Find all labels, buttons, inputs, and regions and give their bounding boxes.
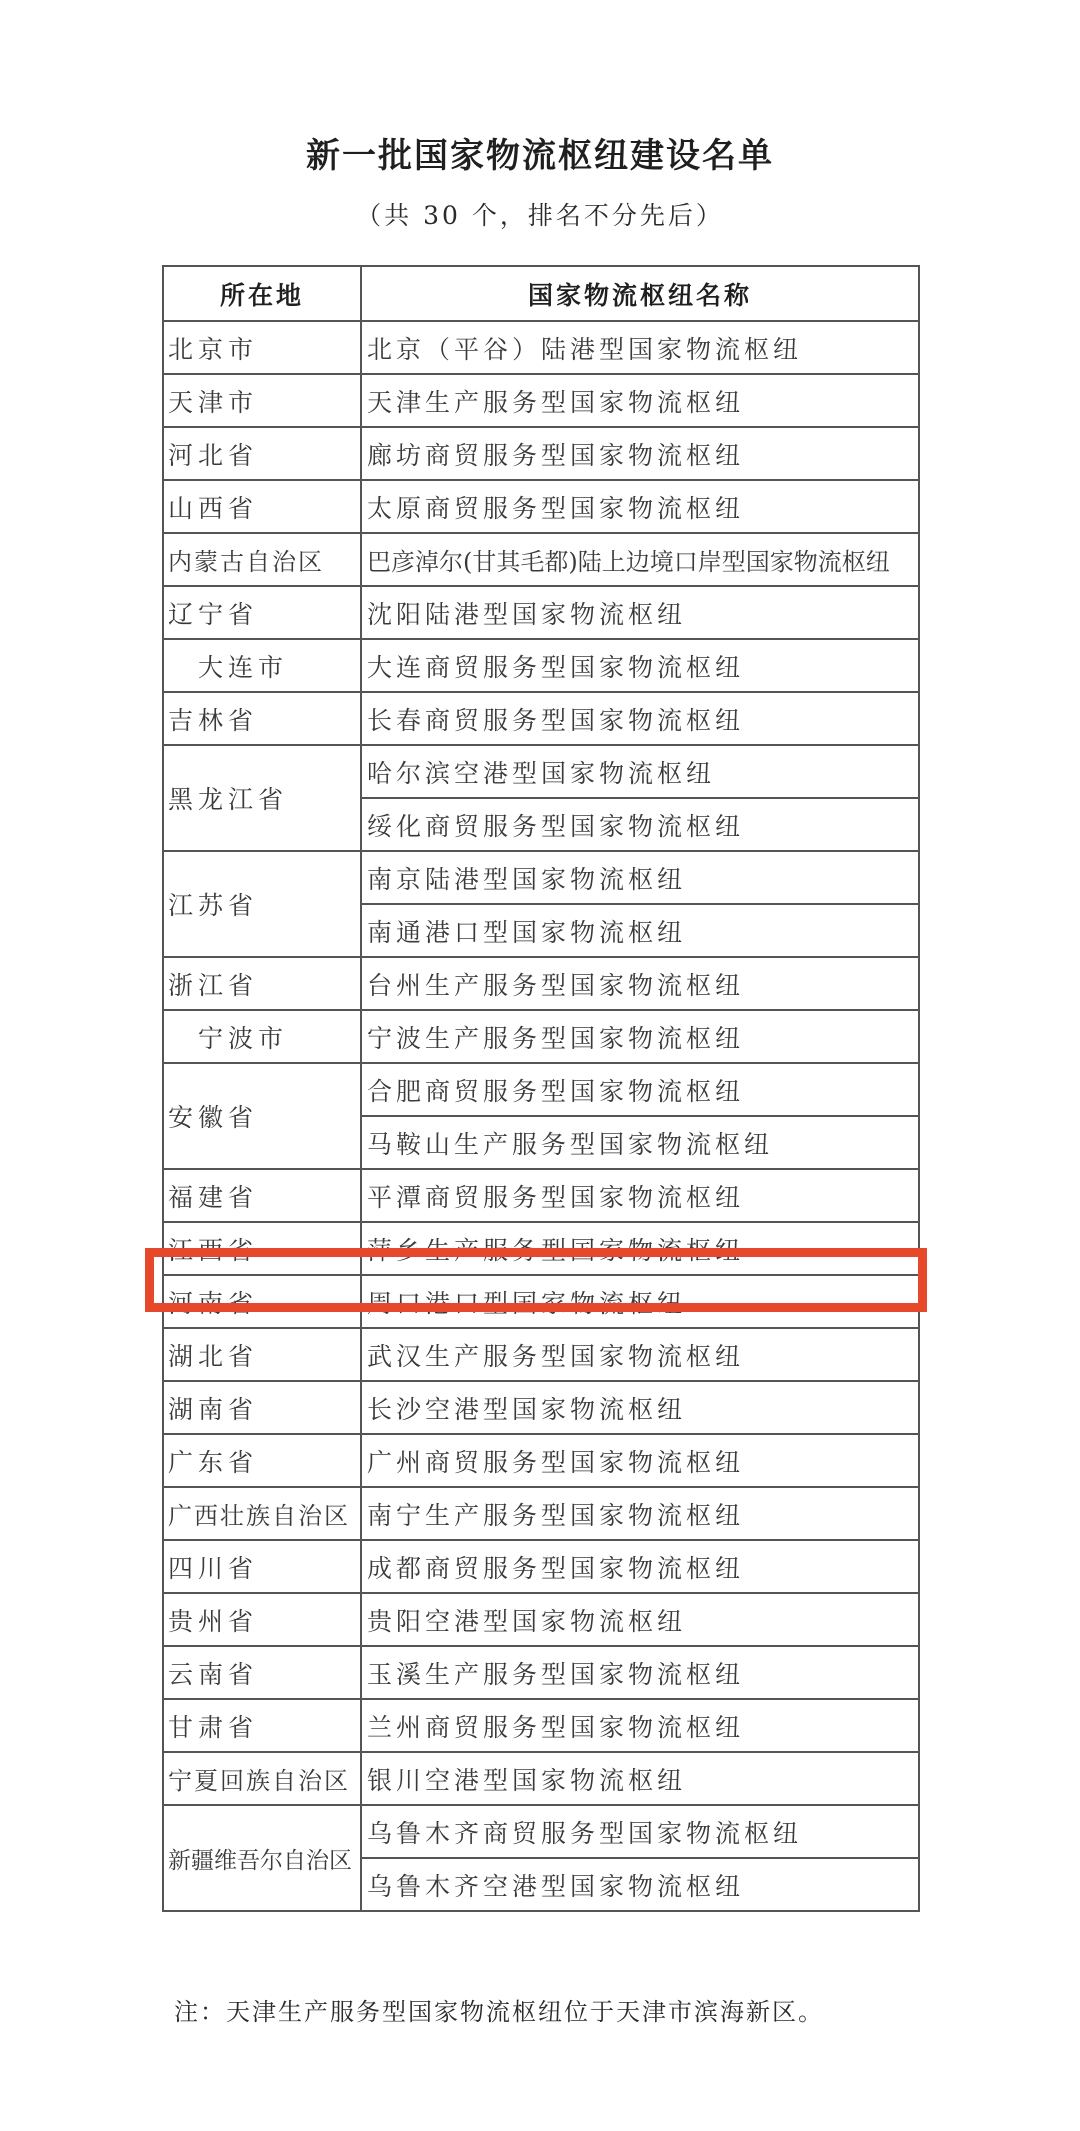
location-cell: 福建省: [163, 1169, 361, 1222]
location-cell: 四川省: [163, 1540, 361, 1593]
document-subtitle: （共 30 个，排名不分先后）: [356, 201, 724, 230]
hub-cell: 哈尔滨空港型国家物流枢纽: [361, 745, 919, 798]
table-row: [163, 321, 919, 374]
location-cell: 湖北省: [163, 1328, 361, 1381]
location-cell: 湖南省: [163, 1381, 361, 1434]
hub-cell: 天津生产服务型国家物流枢纽: [361, 374, 919, 427]
location-cell: 山西省: [163, 480, 361, 533]
table-row: [163, 533, 919, 586]
table-row: [163, 1487, 919, 1540]
table-row: [163, 586, 919, 639]
hub-cell: 合肥商贸服务型国家物流枢纽: [361, 1063, 919, 1116]
table-row: [163, 480, 919, 533]
location-cell: 宁波市: [163, 1010, 361, 1063]
table-row: [163, 1275, 919, 1328]
table-row: [163, 1805, 919, 1858]
hub-cell: 平潭商贸服务型国家物流枢纽: [361, 1169, 919, 1222]
hub-cell: 南通港口型国家物流枢纽: [361, 904, 919, 957]
hub-cell: 南京陆港型国家物流枢纽: [361, 851, 919, 904]
location-cell: 新疆维吾尔自治区: [163, 1805, 361, 1911]
table-row: [163, 851, 919, 904]
header-location: 所在地: [163, 266, 361, 321]
hub-cell: 乌鲁木齐商贸服务型国家物流枢纽: [361, 1805, 919, 1858]
hub-cell: 宁波生产服务型国家物流枢纽: [361, 1010, 919, 1063]
table-row: [163, 1010, 919, 1063]
hub-cell: 马鞍山生产服务型国家物流枢纽: [361, 1116, 919, 1169]
hub-cell: 北京（平谷）陆港型国家物流枢纽: [361, 321, 919, 374]
hub-cell: 周口港口型国家物流枢纽: [361, 1275, 919, 1328]
location-cell: 浙江省: [163, 957, 361, 1010]
location-cell: 内蒙古自治区: [163, 533, 361, 586]
hub-cell: 长沙空港型国家物流枢纽: [361, 1381, 919, 1434]
hub-cell: 武汉生产服务型国家物流枢纽: [361, 1328, 919, 1381]
table-row: [163, 1752, 919, 1805]
table-row: [163, 692, 919, 745]
hub-list-table: [162, 265, 920, 1912]
location-cell: 安徽省: [163, 1063, 361, 1169]
table-row: [163, 639, 919, 692]
hub-cell: 银川空港型国家物流枢纽: [361, 1752, 919, 1805]
location-cell: 江西省: [163, 1222, 361, 1275]
location-cell: 辽宁省: [163, 586, 361, 639]
location-cell: 北京市: [163, 321, 361, 374]
location-cell: 甘肃省: [163, 1699, 361, 1752]
table-row: [163, 1328, 919, 1381]
table-row: [163, 1434, 919, 1487]
location-cell: 广东省: [163, 1434, 361, 1487]
header-hub-name: 国家物流枢纽名称: [361, 266, 919, 321]
location-cell: 吉林省: [163, 692, 361, 745]
location-cell: 黑龙江省: [163, 745, 361, 851]
location-cell: 河南省: [163, 1275, 361, 1328]
hub-cell: 廊坊商贸服务型国家物流枢纽: [361, 427, 919, 480]
hub-cell: 广州商贸服务型国家物流枢纽: [361, 1434, 919, 1487]
hub-cell: 台州生产服务型国家物流枢纽: [361, 957, 919, 1010]
location-cell: 宁夏回族自治区: [163, 1752, 361, 1805]
table-row: [163, 1169, 919, 1222]
table-row: [163, 957, 919, 1010]
table-row: [163, 1540, 919, 1593]
hub-cell: 萍乡生产服务型国家物流枢纽: [361, 1222, 919, 1275]
hub-cell: 玉溪生产服务型国家物流枢纽: [361, 1646, 919, 1699]
hub-cell: 兰州商贸服务型国家物流枢纽: [361, 1699, 919, 1752]
table-row: [163, 1063, 919, 1116]
location-cell: 广西壮族自治区: [163, 1487, 361, 1540]
table-row: [163, 1593, 919, 1646]
location-cell: 河北省: [163, 427, 361, 480]
location-cell: 天津市: [163, 374, 361, 427]
hub-cell: 长春商贸服务型国家物流枢纽: [361, 692, 919, 745]
table-row: [163, 374, 919, 427]
footnote: 注：天津生产服务型国家物流枢纽位于天津市滨海新区。: [174, 1998, 824, 2026]
hub-cell: 南宁生产服务型国家物流枢纽: [361, 1487, 919, 1540]
location-cell: 大连市: [163, 639, 361, 692]
table-row: [163, 745, 919, 798]
hub-cell: 成都商贸服务型国家物流枢纽: [361, 1540, 919, 1593]
table-header-row: [163, 266, 919, 321]
location-cell: 云南省: [163, 1646, 361, 1699]
table-row: [163, 1646, 919, 1699]
location-cell: 江苏省: [163, 851, 361, 957]
hub-cell: 大连商贸服务型国家物流枢纽: [361, 639, 919, 692]
location-cell: 贵州省: [163, 1593, 361, 1646]
hub-cell: 巴彦淖尔(甘其毛都)陆上边境口岸型国家物流枢纽: [361, 533, 919, 586]
hub-cell: 绥化商贸服务型国家物流枢纽: [361, 798, 919, 851]
table-row: [163, 427, 919, 480]
hub-cell: 贵阳空港型国家物流枢纽: [361, 1593, 919, 1646]
table-row: [163, 1699, 919, 1752]
hub-cell: 沈阳陆港型国家物流枢纽: [361, 586, 919, 639]
hub-cell: 太原商贸服务型国家物流枢纽: [361, 480, 919, 533]
table-row: [163, 1381, 919, 1434]
hub-cell: 乌鲁木齐空港型国家物流枢纽: [361, 1858, 919, 1911]
document-title: 新一批国家物流枢纽建设名单: [306, 136, 774, 176]
highlighted-table-row: [163, 1222, 919, 1275]
